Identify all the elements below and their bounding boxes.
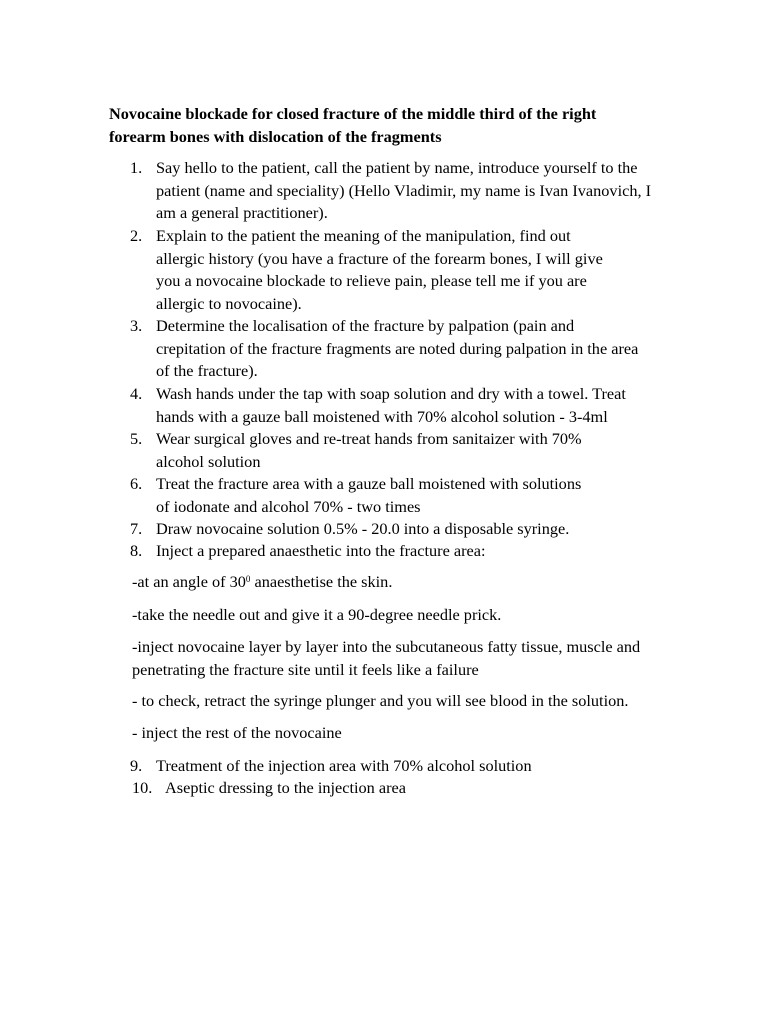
list-item-number: 3. bbox=[130, 316, 143, 335]
document-title bbox=[109, 102, 709, 148]
list-item bbox=[132, 777, 735, 800]
list-item-number: 5. bbox=[130, 429, 143, 448]
list-item-line: Treat the fracture area with a gauze ball moistened with solutions bbox=[156, 474, 582, 493]
list-item-line: Say hello to the patient, call the patient by name, introduce yourself to the bbox=[156, 158, 638, 177]
list-item bbox=[130, 225, 726, 315]
list-item-line: patient (name and speciality) (Hello Vladimir, my name is Ivan Ivanovich, I bbox=[156, 180, 652, 200]
list-item-line: Explain to the patient the meaning of the manipulation, find out bbox=[156, 226, 571, 245]
substep-check bbox=[132, 690, 732, 713]
substep-text: -take the needle out and give it a 90-degree needle prick. bbox=[132, 605, 502, 624]
substep-rest bbox=[132, 722, 732, 745]
list-item bbox=[130, 540, 726, 563]
substep-needle bbox=[132, 604, 732, 627]
list-item-line: allergic to novocaine). bbox=[156, 293, 302, 313]
title-line: forearm bones with dislocation of the fragments bbox=[109, 127, 442, 146]
list-item bbox=[130, 157, 726, 225]
list-item-line: Treatment of the injection area with 70% alcohol solution bbox=[156, 756, 532, 775]
list-item-line: alcohol solution bbox=[156, 451, 261, 471]
substep-angle bbox=[132, 571, 732, 594]
substep-text: anaesthetise the skin. bbox=[250, 572, 393, 591]
superscript-degree: 0 bbox=[245, 574, 251, 584]
substep-text: penetrating the fracture site until it feels like a failure bbox=[132, 659, 479, 679]
list-item-line: Inject a prepared anaesthetic into the fracture area: bbox=[156, 541, 486, 560]
title-line: Novocaine blockade for closed fracture of the middle third of the right bbox=[109, 104, 597, 123]
substep-text: -inject novocaine layer by layer into the subcutaneous fatty tissue, muscle and bbox=[132, 637, 641, 656]
list-item-number: 8. bbox=[130, 541, 143, 560]
list-item-line: Determine the localisation of the fracture by palpation (pain and bbox=[156, 316, 575, 335]
list-item-number: 9. bbox=[130, 756, 143, 775]
substep-inject bbox=[132, 636, 732, 681]
list-item bbox=[130, 315, 726, 383]
list-item bbox=[130, 473, 726, 518]
list-item bbox=[130, 383, 726, 428]
substep-text: - inject the rest of the novocaine bbox=[132, 723, 342, 742]
list-item-line: you a novocaine blockade to relieve pain, please tell me if you are bbox=[156, 271, 587, 291]
list-item bbox=[130, 428, 726, 473]
substep-text: - to check, retract the syringe plunger and you will see blood in the solution. bbox=[132, 691, 629, 710]
list-item-number: 10. bbox=[132, 778, 153, 797]
list-item-line: Wear surgical gloves and re-treat hands from sanitaizer with 70% bbox=[156, 429, 582, 448]
list-item-line: hands with a gauze ball moistened with 70% alcohol solution - 3-4ml bbox=[156, 406, 608, 426]
list-item-number: 2. bbox=[130, 226, 143, 245]
list-item-line: Draw novocaine solution 0.5% - 20.0 into a disposable syringe. bbox=[156, 519, 570, 538]
list-item bbox=[130, 755, 726, 778]
list-item-line: of iodonate and alcohol 70% - two times bbox=[156, 496, 421, 516]
list-item-line: of the fracture). bbox=[156, 361, 258, 381]
list-item-number: 1. bbox=[130, 158, 143, 177]
list-item-line: allergic history (you have a fracture of the forearm bones, I will give bbox=[156, 248, 603, 268]
list-item-number: 6. bbox=[130, 474, 143, 493]
list-item-line: crepitation of the fracture fragments are noted during palpation in the area bbox=[156, 338, 639, 358]
list-item-number: 4. bbox=[130, 384, 143, 403]
list-item-line: Wash hands under the tap with soap solution and dry with a towel. Treat bbox=[156, 384, 626, 403]
substep-text: -at an angle of 30 bbox=[132, 572, 246, 591]
list-item-line: am a general practitioner). bbox=[156, 203, 328, 223]
list-item bbox=[130, 518, 726, 541]
list-item-number: 7. bbox=[130, 519, 143, 538]
list-item-line: Aseptic dressing to the injection area bbox=[165, 778, 406, 797]
